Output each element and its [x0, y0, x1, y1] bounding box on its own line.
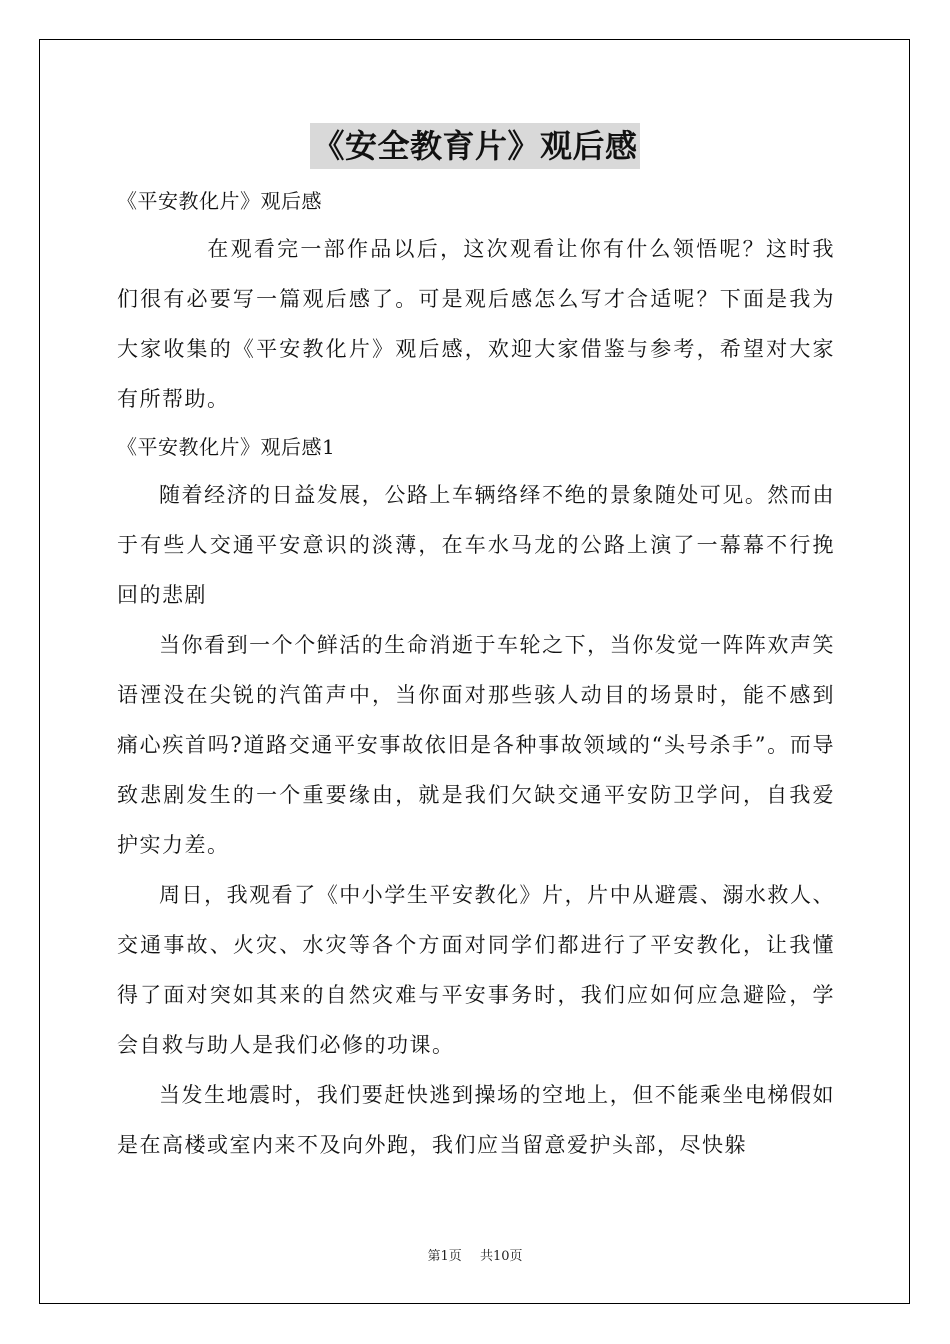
document-subtitle: 《平安教化片》观后感	[117, 189, 322, 213]
body-paragraph-4: 当发生地震时，我们要赶快逃到操场的空地上，但不能乘坐电梯假如是在高楼或室内来不及向外跑，我们应当留意爱护头部，尽快躲	[117, 1083, 835, 1157]
body-paragraph-2: 当你看到一个个鲜活的生命消逝于车轮之下，当你发觉一阵阵欢声笑语湮没在尖锐的汽笛声中，当你面对那些骇人动目的场景时，能不感到痛心疾首吗?道路交通平安事故依旧是各种事故领域的“头号杀手”。而导致悲剧发生的一个重要缘由，就是我们欠缺交通平安防卫学问，自我爱护实力差。	[117, 633, 835, 857]
page-number: 第1页	[427, 1249, 462, 1264]
page-footer	[0, 1245, 950, 1264]
body-paragraph-3: 周日，我观看了《中小学生平安教化》片，片中从避震、溺水救人、交通事故、火灾、水灾等各个方面对同学们都进行了平安教化，让我懂得了面对突如其来的自然灾难与平安事务时，我们应如何应急避险，学会自救与助人是我们必修的功课。	[117, 883, 835, 1057]
document-body	[117, 178, 835, 1170]
title-area	[0, 123, 950, 169]
page-total: 共10页	[479, 1249, 523, 1264]
section-heading: 《平安教化片》观后感1	[117, 435, 336, 459]
document-title: 《安全教育片》观后感	[310, 123, 639, 169]
intro-paragraph: 在观看完一部作品以后，这次观看让你有什么领悟呢？这时我们很有必要写一篇观后感了。可是观后感怎么写才合适呢？下面是我为大家收集的《平安教化片》观后感，欢迎大家借鉴与参考，希望对大家有所帮助。	[117, 237, 835, 411]
body-paragraph-1: 随着经济的日益发展，公路上车辆络绎不绝的景象随处可见。然而由于有些人交通平安意识的淡薄，在车水马龙的公路上演了一幕幕不行挽回的悲剧	[117, 483, 835, 607]
